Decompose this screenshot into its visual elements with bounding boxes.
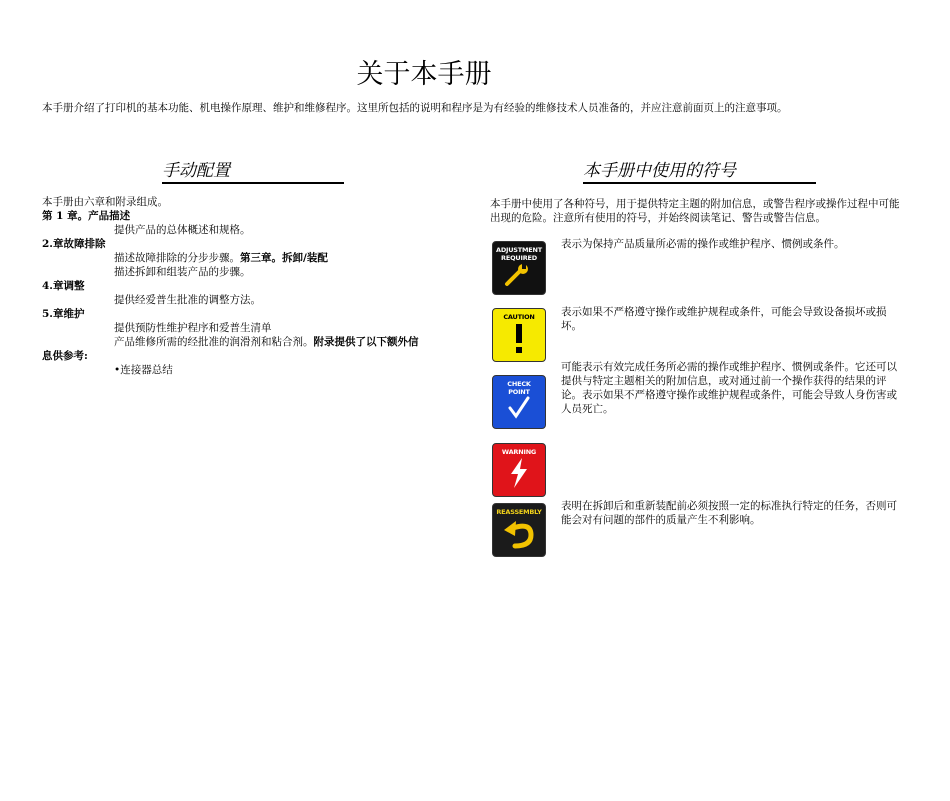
checkpoint-description: 可能表示有效完成任务所必需的操作或维护程序、惯例或条件。它还可以提供与特定主题相关的附加信息，或对通过前一个操作获得的结果的评论。表示如果不严格遵守操作或维护规程或条件，可能会导致人身伤害或人员死亡。 (561, 361, 897, 415)
chapter-2-desc (42, 251, 462, 265)
adjustment-required-symbol (492, 241, 546, 295)
intro-paragraph: 本手册介绍了打印机的基本功能、机电操作原理、维护和维修程序。这里所包括的说明和程序是为有经验的维修技术人员准备的，并应注意前面页上的注意事项。 (42, 102, 788, 114)
appendix-intro: 附录提供了以下额外信 (313, 336, 419, 348)
checkpoint-label: CHECK POINT (507, 380, 531, 396)
chapter-2-desc-text: 描述故障排除的分步步骤。 (114, 252, 240, 264)
chapter-3-desc: 描述拆卸和组装产品的步骤。 (114, 266, 251, 278)
chapter-2-title: 2.章故障排除 (42, 238, 106, 250)
chapter-1-desc: 提供产品的总体概述和规格。 (114, 224, 251, 236)
reassembly-description: 表明在拆卸后和重新装配前必须按照一定的标准执行特定的任务，否则可能会对有问题的部件的质量产生不利影响。 (561, 500, 897, 526)
page-title: 关于本手册 (356, 59, 492, 90)
chapter-4-title: 4.章调整 (42, 280, 85, 292)
chapter-4-desc: 提供经爱普生批准的调整方法。 (114, 294, 261, 306)
caution-description: 表示如果不严格遵守操作或维护规程或条件，可能会导致设备损坏或损坏。 (561, 306, 887, 332)
checkmark-icon (504, 396, 534, 420)
return-arrow-icon (501, 516, 537, 550)
chapter-5-desc-2-text: 产品维修所需的经批准的润滑剂和粘合剂。 (114, 336, 314, 348)
chapter-3-title: 第三章。拆卸/装配 (240, 252, 328, 264)
symbols-intro: 本手册中使用了各种符号，用于提供特定主题的附加信息，或警告程序或操作过程中可能出现的危险。注意所有使用的符号，并始终阅读笔记、警告或警告信息。 (490, 198, 900, 224)
symbols-heading (583, 156, 816, 184)
appendix-item: •连接器总结 (114, 364, 173, 376)
manual-config-content (42, 195, 462, 377)
wrench-icon (502, 262, 536, 288)
manual-config-heading-text: 手动配置 (162, 161, 230, 181)
line-0: 本手册由六章和附录组成。 (42, 196, 168, 208)
chapter-5-desc: 提供预防性维护程序和爱普生清单 (114, 322, 272, 334)
symbols-heading-text: 本手册中使用的符号 (583, 161, 736, 181)
checkpoint-symbol (492, 375, 546, 429)
chapter-5-desc-2 (42, 335, 462, 349)
reassembly-label: REASSEMBLY (496, 508, 542, 516)
caution-label: CAUTION (503, 313, 535, 321)
reassembly-symbol (492, 503, 546, 557)
appendix-intro-cont: 息供参考: (42, 350, 88, 362)
adjustment-label: ADJUSTMENT REQUIRED (495, 246, 543, 262)
chapter-5-title: 5.章维护 (42, 308, 85, 320)
caution-symbol (492, 308, 546, 362)
lightning-icon (506, 456, 532, 490)
adjustment-description: 表示为保持产品质量所必需的操作或维护程序、惯例或条件。 (561, 238, 845, 250)
warning-label: WARNING (501, 448, 537, 456)
warning-symbol (492, 443, 546, 497)
chapter-1-title: 第 1 章。产品描述 (42, 210, 131, 222)
manual-config-heading (162, 156, 344, 184)
exclamation-icon (509, 321, 529, 355)
